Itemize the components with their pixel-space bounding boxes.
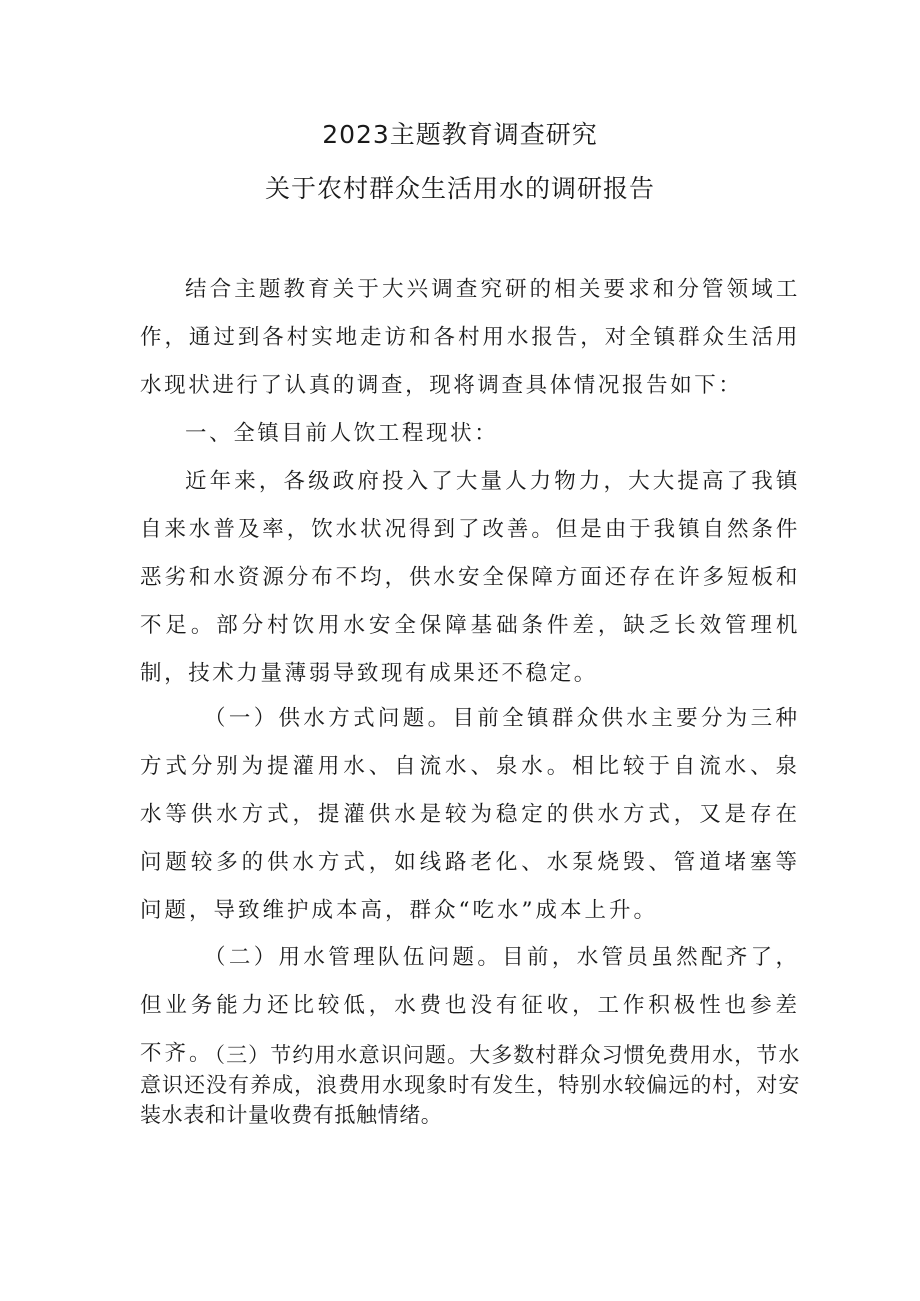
paragraph-status: 近年来，各级政府投入了大量人力物力，大大提高了我镇自来水普及率，饮水状况得到了改善。但是由于我镇自然条件恶劣和水资源分布不均，供水安全保障方面还存在许多短板和不足。部分村饮用水安全保障基础条件差，缺乏长效管理机制，技术力量薄弱导致现有成果还不稳定。 xyxy=(140,469,800,686)
section-heading-1: 一、全镇目前人饮工程现状： xyxy=(185,421,499,446)
document-title-line1: 2023主题教育调查研究 xyxy=(322,120,598,149)
paragraph-intro: 结合主题教育关于大兴调查究研的相关要求和分管领域工作，通过到各村实地走访和各村用水报告，对全镇群众生活用水现状进行了认真的调查，现将调查具体情况报告如下： xyxy=(140,277,800,398)
paragraph-management-team: （二）用水管理队伍问题。目前，水管员虽然配齐了，但业务能力还比较低，水费也没有征收，工作积极性也参差不齐。 xyxy=(140,945,800,1066)
document-title-line2: 关于农村群众生活用水的调研报告 xyxy=(264,174,655,203)
paragraph-supply-method: （一）供水方式问题。目前全镇群众供水主要分为三种方式分别为提灌用水、自流水、泉水。相比较于自流水、泉水等供水方式，提灌供水是较为稳定的供水方式，又是存在问题较多的供水方式，如线路老化、水泵烧毁、管道堵塞等问题，导致维护成本高，群众“吃水”成本上升。 xyxy=(140,706,800,923)
paragraph-water-saving: （三）节约用水意识问题。大多数村群众习惯免费用水，节水意识还没有养成，浪费用水现象时有发生，特别水较偏远的村，对安装水表和计量收费有抵触情绪。 xyxy=(140,1043,800,1127)
